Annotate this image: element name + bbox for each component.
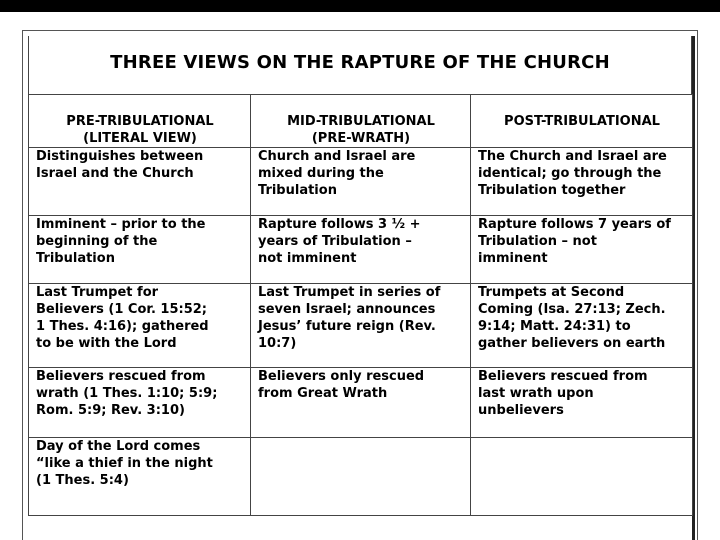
table-row: [29, 148, 693, 216]
table-cell: Rapture follows 3 ½ + years of Tribulation – not imminent: [251, 216, 471, 284]
comparison-table: [28, 94, 693, 516]
header-mid-tribulational: MID-TRIBULATIONAL (PRE-WRATH): [251, 95, 471, 148]
page-title: THREE VIEWS ON THE RAPTURE OF THE CHURCH: [110, 51, 610, 73]
table-row: [29, 216, 693, 284]
table-cell: Imminent – prior to the beginning of the Tribulation: [29, 216, 251, 284]
table-cell: Church and Israel are mixed during the Tribulation: [251, 148, 471, 216]
table-cell: Last Trumpet in series of seven Israel; announces Jesus’ future reign (Rev. 10:7): [251, 284, 471, 368]
table-row: [29, 284, 693, 368]
table-cell: [251, 438, 471, 516]
table-cell: Believers rescued from wrath (1 Thes. 1:10; 5:9; Rom. 5:9; Rev. 3:10): [29, 368, 251, 438]
table-cell: Day of the Lord comes “like a thief in the night (1 Thes. 5:4): [29, 438, 251, 516]
top-black-bar: [0, 0, 720, 12]
header-post-tribulational: POST-TRIBULATIONAL: [471, 95, 693, 148]
table-row: [29, 438, 693, 516]
header-pre-tribulational: PRE-TRIBULATIONAL (LITERAL VIEW): [29, 95, 251, 148]
table-row: [29, 368, 693, 438]
title-box: [28, 36, 692, 94]
table-cell: Rapture follows 7 years of Tribulation – not imminent: [471, 216, 693, 284]
header-row: [29, 95, 693, 148]
table-cell: Trumpets at Second Coming (Isa. 27:13; Zech. 9:14; Matt. 24:31) to gather believers on earth: [471, 284, 693, 368]
table-cell: Believers rescued from last wrath upon unbelievers: [471, 368, 693, 438]
table-cell: [471, 438, 693, 516]
table-cell: The Church and Israel are identical; go through the Tribulation together: [471, 148, 693, 216]
table-cell: Believers only rescued from Great Wrath: [251, 368, 471, 438]
table-cell: Last Trumpet for Believers (1 Cor. 15:52; 1 Thes. 4:16); gathered to be with the Lord: [29, 284, 251, 368]
table-cell: Distinguishes between Israel and the Church: [29, 148, 251, 216]
